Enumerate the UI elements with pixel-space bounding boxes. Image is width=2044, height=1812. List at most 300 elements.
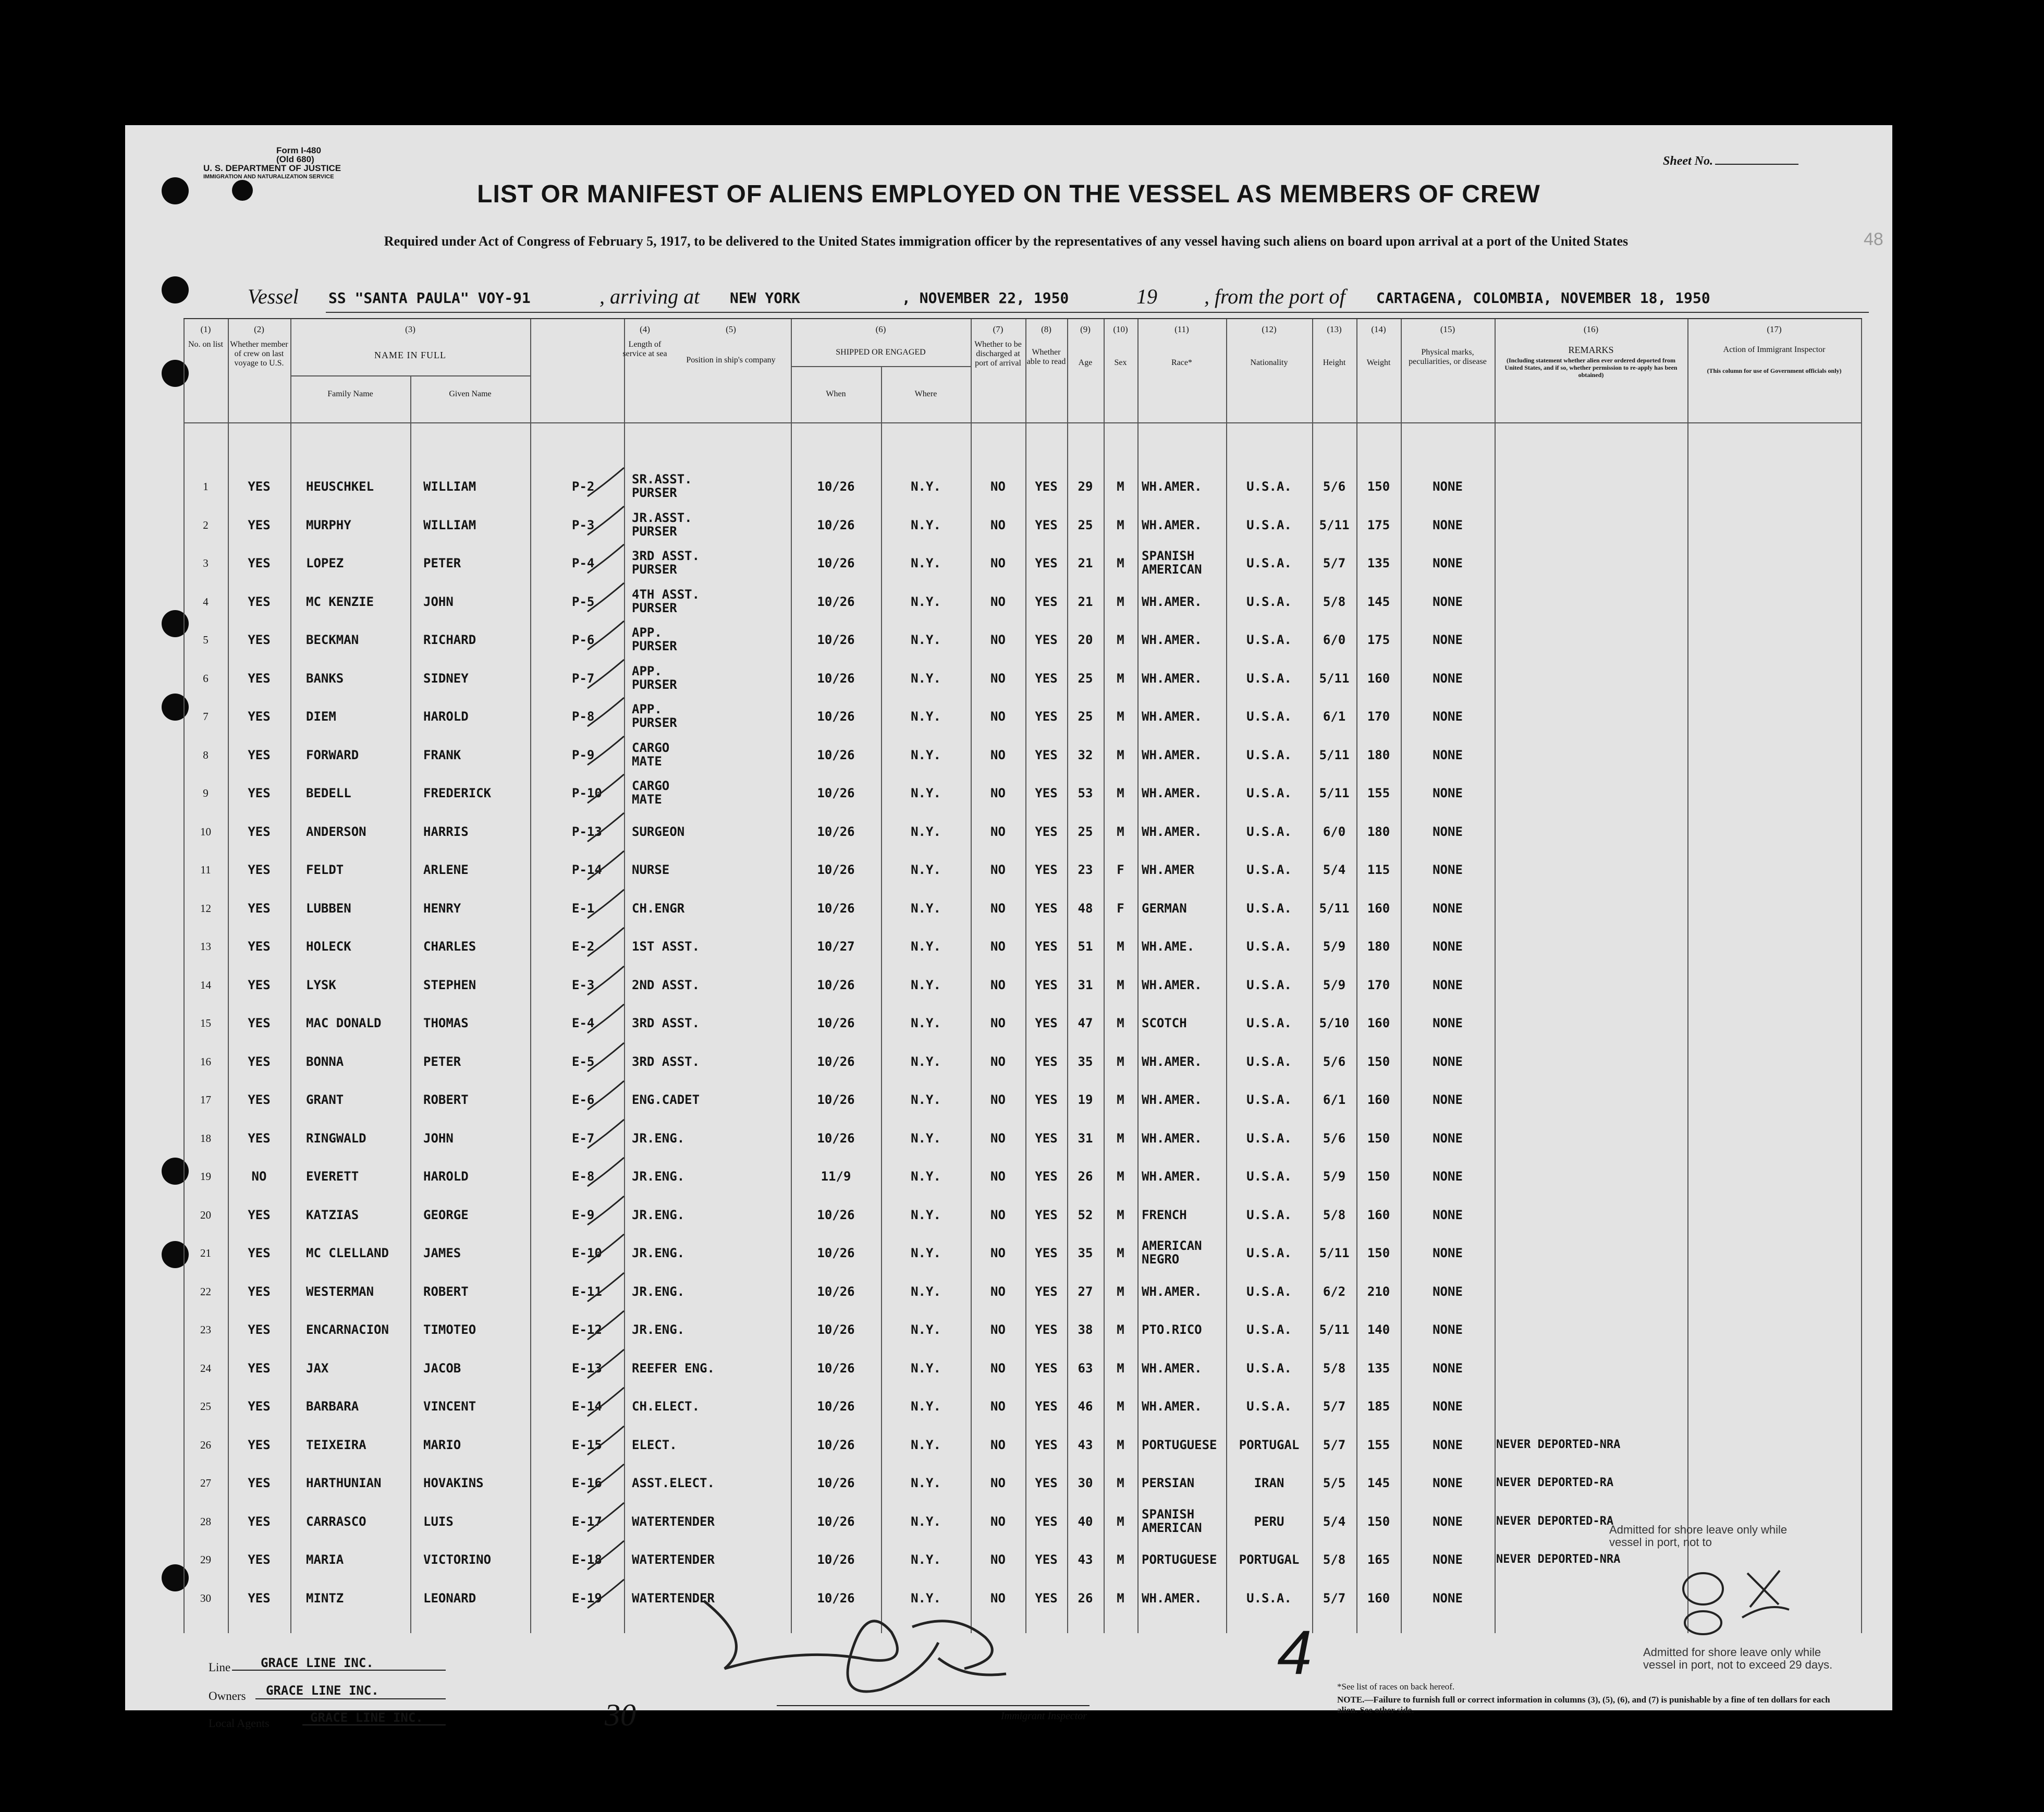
cell-family-name: BEDELL xyxy=(306,786,351,800)
arriving-label: , arriving at xyxy=(599,285,700,308)
cell-crew: YES xyxy=(248,1360,271,1376)
races-note: *See list of races on back hereof. xyxy=(1337,1682,1455,1692)
cell-where: N.Y. xyxy=(911,1552,941,1567)
cell-sex: M xyxy=(1117,747,1124,762)
cell-nationality: U.S.A. xyxy=(1246,901,1292,916)
cell-service: P-10 xyxy=(572,786,602,800)
cell-marks: NONE xyxy=(1433,709,1463,724)
cell-nationality: U.S.A. xyxy=(1246,556,1292,570)
cell-race: WH.AMER. xyxy=(1142,671,1202,686)
row-number: 18 xyxy=(200,1132,211,1145)
cell-family-name: LOPEZ xyxy=(306,556,344,570)
cell-when: 10/26 xyxy=(817,1016,855,1030)
cell-service: E-14 xyxy=(572,1399,602,1414)
cell-service: P-14 xyxy=(572,862,602,877)
cell-crew: YES xyxy=(248,1476,271,1490)
cell-service: P-8 xyxy=(572,709,595,724)
cell-discharged: NO xyxy=(990,824,1006,839)
check-mark-icon xyxy=(585,1002,627,1038)
cell-sex: M xyxy=(1117,1399,1124,1414)
cell-position: ELECT. xyxy=(632,1437,677,1452)
cell-crew: YES xyxy=(248,1016,271,1030)
cell-family-name: RINGWALD xyxy=(306,1130,366,1146)
cell-sex: M xyxy=(1117,1054,1124,1069)
cell-when: 10/26 xyxy=(817,1207,855,1222)
col-num: (6) xyxy=(875,324,886,334)
cell-where: N.Y. xyxy=(911,1092,941,1107)
cell-service: E-7 xyxy=(572,1130,595,1146)
cell-race: AMERICAN xyxy=(1142,1238,1202,1253)
cell-weight: 160 xyxy=(1367,1207,1390,1222)
cell-crew: YES xyxy=(248,633,271,647)
cell-read: YES xyxy=(1035,939,1058,954)
cell-nationality: U.S.A. xyxy=(1246,1054,1292,1069)
cell-weight: 175 xyxy=(1367,633,1390,647)
cell-service: E-3 xyxy=(572,977,595,992)
cell-marks: NONE xyxy=(1433,556,1463,570)
row-number: 3 xyxy=(203,557,209,569)
row-number: 22 xyxy=(200,1285,211,1298)
col-num: (16) xyxy=(1583,324,1599,334)
cell-race: WH.AMER. xyxy=(1142,1169,1202,1184)
cell-age: 63 xyxy=(1078,1360,1093,1376)
cell-age: 35 xyxy=(1078,1246,1093,1260)
header-name-in-full: NAME IN FULL xyxy=(374,350,446,360)
cell-family-name: LUBBEN xyxy=(306,901,351,916)
cell-crew: YES xyxy=(248,594,271,609)
cell-sex: M xyxy=(1117,633,1124,647)
cell-age: 25 xyxy=(1078,709,1093,724)
cell-marks: NONE xyxy=(1433,1514,1463,1529)
cell-sex: M xyxy=(1117,556,1124,570)
cell-age: 26 xyxy=(1078,1590,1093,1606)
manifest-sheet xyxy=(125,125,1892,1732)
cell-marks: NONE xyxy=(1433,1054,1463,1069)
cell-position: 2ND ASST. xyxy=(632,977,700,992)
cell-where: N.Y. xyxy=(911,901,941,916)
cell-height: 5/9 xyxy=(1323,977,1346,992)
cell-weight: 150 xyxy=(1367,479,1390,494)
header-position: Position in ship's company xyxy=(686,356,776,364)
form-info xyxy=(203,146,341,181)
cell-marks: NONE xyxy=(1433,633,1463,647)
cell-read: YES xyxy=(1035,1092,1058,1107)
cell-age: 52 xyxy=(1078,1207,1093,1222)
cell-height: 5/9 xyxy=(1323,1169,1346,1184)
row-number: 16 xyxy=(200,1055,211,1068)
col-num: (7) xyxy=(993,324,1003,334)
cell-race: WH.AMER. xyxy=(1142,1590,1202,1606)
cell-discharged: NO xyxy=(990,939,1006,954)
row-number: 14 xyxy=(200,978,211,991)
check-mark-icon xyxy=(585,1347,627,1383)
cell-nationality: U.S.A. xyxy=(1246,824,1292,839)
cell-sex: M xyxy=(1117,709,1124,724)
cell-when: 10/26 xyxy=(817,1476,855,1490)
cell-service: E-11 xyxy=(572,1284,602,1299)
cell-crew: YES xyxy=(248,671,271,686)
cell-discharged: NO xyxy=(990,862,1006,877)
cell-sex: M xyxy=(1117,824,1124,839)
cell-height: 5/11 xyxy=(1319,517,1350,532)
cell-position: ENG.CADET xyxy=(632,1092,700,1107)
cell-discharged: NO xyxy=(990,709,1006,724)
cell-race: SPANISH xyxy=(1142,1506,1195,1522)
cell-height: 5/8 xyxy=(1323,594,1346,609)
cell-marks: NONE xyxy=(1433,901,1463,916)
cell-service: P-13 xyxy=(572,824,602,839)
cell-marks: NONE xyxy=(1433,1590,1463,1606)
cell-discharged: NO xyxy=(990,1552,1006,1567)
cell-given-name: HAROLD xyxy=(423,709,469,724)
cell-position: JR.ENG. xyxy=(632,1284,685,1299)
row-number: 12 xyxy=(200,902,211,915)
cell-position: CH.ELECT. xyxy=(632,1399,700,1414)
cell-weight: 160 xyxy=(1367,1016,1390,1030)
cell-read: YES xyxy=(1035,1207,1058,1222)
cell-where: N.Y. xyxy=(911,633,941,647)
cell-weight: 165 xyxy=(1367,1552,1390,1567)
cell-weight: 150 xyxy=(1367,1514,1390,1529)
col-num: (13) xyxy=(1327,324,1342,334)
cell-when: 10/26 xyxy=(817,1130,855,1146)
cell-where: N.Y. xyxy=(911,1246,941,1260)
cell-given-name: JOHN xyxy=(423,1130,454,1146)
cell-remarks: NEVER DEPORTED-RA xyxy=(1496,1514,1614,1528)
cell-age: 25 xyxy=(1078,671,1093,686)
cell-height: 5/7 xyxy=(1323,1590,1346,1606)
cell-position: WATERTENDER xyxy=(632,1552,715,1567)
cell-age: 29 xyxy=(1078,479,1093,494)
cell-nationality: U.S.A. xyxy=(1246,1360,1292,1376)
cell-position: WATERTENDER xyxy=(632,1590,715,1606)
cell-discharged: NO xyxy=(990,1130,1006,1146)
cell-given-name: TIMOTEO xyxy=(423,1322,476,1337)
header-discharged: Whether to be discharged at port of arrival xyxy=(974,340,1022,368)
cell-given-name: LEONARD xyxy=(423,1590,476,1606)
check-mark-icon xyxy=(585,1040,627,1077)
cell-age: 26 xyxy=(1078,1169,1093,1184)
row-number: 20 xyxy=(200,1208,211,1221)
cell-sex: M xyxy=(1117,1092,1124,1107)
cell-discharged: NO xyxy=(990,977,1006,992)
inspector-label: Immigrant Inspector xyxy=(1001,1710,1087,1722)
cell-when: 10/26 xyxy=(817,977,855,992)
cell-nationality: U.S.A. xyxy=(1246,671,1292,686)
cell-height: 5/6 xyxy=(1323,1054,1346,1069)
cell-discharged: NO xyxy=(990,1399,1006,1414)
row-number: 17 xyxy=(200,1093,211,1106)
cell-weight: 145 xyxy=(1367,594,1390,609)
cell-position: JR.ENG. xyxy=(632,1207,685,1222)
cell-weight: 160 xyxy=(1367,901,1390,916)
cell-crew: YES xyxy=(248,1207,271,1222)
cell-service: P-4 xyxy=(572,556,595,570)
cell-given-name: JACOB xyxy=(423,1360,461,1376)
cell-family-name: DIEM xyxy=(306,709,336,724)
cell-nationality: PORTUGAL xyxy=(1239,1437,1300,1452)
cell-where: N.Y. xyxy=(911,1207,941,1222)
cell-read: YES xyxy=(1035,1322,1058,1337)
cell-crew: YES xyxy=(248,1284,271,1299)
cell-marks: NONE xyxy=(1433,1092,1463,1107)
cell-race-line2: AMERICAN xyxy=(1142,562,1202,577)
cell-sex: M xyxy=(1117,479,1124,494)
cell-marks: NONE xyxy=(1433,862,1463,877)
cell-read: YES xyxy=(1035,671,1058,686)
cell-discharged: NO xyxy=(990,633,1006,647)
col-num: (3) xyxy=(405,324,415,334)
cell-remarks: NEVER DEPORTED-RA xyxy=(1496,1476,1614,1489)
cell-read: YES xyxy=(1035,1437,1058,1452)
handwritten-count: 30 xyxy=(605,1698,636,1732)
cell-marks: NONE xyxy=(1433,1246,1463,1260)
cell-height: 5/7 xyxy=(1323,556,1346,570)
cell-nationality: U.S.A. xyxy=(1246,1092,1292,1107)
check-mark-icon xyxy=(585,1577,627,1613)
cell-read: YES xyxy=(1035,1169,1058,1184)
header-race: Race* xyxy=(1171,358,1192,367)
cell-read: YES xyxy=(1035,786,1058,800)
cell-family-name: KATZIAS xyxy=(306,1207,359,1222)
cell-service: E-19 xyxy=(572,1590,602,1606)
cell-age: 46 xyxy=(1078,1399,1093,1414)
cell-height: 5/8 xyxy=(1323,1360,1346,1376)
check-mark-icon xyxy=(585,772,627,808)
cell-given-name: RICHARD xyxy=(423,633,476,647)
cell-crew: YES xyxy=(248,517,271,532)
cell-crew: YES xyxy=(248,1514,271,1529)
col-num: (4) xyxy=(640,324,650,334)
cell-family-name: EVERETT xyxy=(306,1169,359,1184)
cell-when: 10/26 xyxy=(817,671,855,686)
cell-nationality: PORTUGAL xyxy=(1239,1552,1300,1567)
cell-race-line2: AMERICAN xyxy=(1142,1520,1202,1535)
line-value: GRACE LINE INC. xyxy=(261,1656,374,1670)
cell-service: E-12 xyxy=(572,1322,602,1337)
cell-weight: 170 xyxy=(1367,709,1390,724)
cell-where: N.Y. xyxy=(911,786,941,800)
penalty-note: NOTE.—Failure to furnish full or correct information in columns (3), (5), (6), and (7) is punishable by a fine of ten dollars for each alien. See other side. xyxy=(1337,1695,1830,1715)
cell-crew: YES xyxy=(248,1590,271,1606)
check-mark-icon xyxy=(585,1308,627,1345)
cell-marks: NONE xyxy=(1433,1207,1463,1222)
check-mark-icon xyxy=(585,695,627,732)
row-number: 26 xyxy=(200,1438,211,1451)
cell-weight: 150 xyxy=(1367,1246,1390,1260)
cell-position-line2: PURSER xyxy=(632,715,677,730)
cell-when: 10/26 xyxy=(817,1590,855,1606)
check-mark-icon xyxy=(585,465,627,502)
cell-discharged: NO xyxy=(990,1207,1006,1222)
cell-age: 31 xyxy=(1078,977,1093,992)
cell-given-name: JOHN xyxy=(423,594,454,609)
cell-age: 43 xyxy=(1078,1437,1093,1452)
cell-crew: YES xyxy=(248,786,271,800)
cell-sex: M xyxy=(1117,1130,1124,1146)
header-crew-last-voyage: Whether member of crew on last voyage to U.S. xyxy=(230,340,288,368)
arrival-date: , NOVEMBER 22, 1950 xyxy=(902,289,1069,307)
cell-marks: NONE xyxy=(1433,1322,1463,1337)
cell-sex: M xyxy=(1117,1514,1124,1529)
cell-crew: YES xyxy=(248,479,271,494)
cell-nationality: U.S.A. xyxy=(1246,1590,1292,1606)
cell-family-name: MC KENZIE xyxy=(306,594,374,609)
cell-race: WH.AME. xyxy=(1142,939,1195,954)
cell-crew: YES xyxy=(248,1130,271,1146)
cell-nationality: U.S.A. xyxy=(1246,517,1292,532)
cell-position-line2: MATE xyxy=(632,792,662,807)
cell-read: YES xyxy=(1035,1476,1058,1490)
department: U. S. DEPARTMENT OF JUSTICE xyxy=(203,163,341,173)
cell-nationality: U.S.A. xyxy=(1246,633,1292,647)
cell-discharged: NO xyxy=(990,556,1006,570)
cell-given-name: STEPHEN xyxy=(423,977,476,992)
cell-discharged: NO xyxy=(990,901,1006,916)
cell-race: WH.AMER xyxy=(1142,862,1195,877)
cell-where: N.Y. xyxy=(911,1399,941,1414)
col-num: (5) xyxy=(726,324,736,334)
row-number: 9 xyxy=(203,787,209,799)
cell-remarks: NEVER DEPORTED-NRA xyxy=(1496,1553,1621,1566)
from-label: , from the port of xyxy=(1204,285,1345,308)
cell-age: 47 xyxy=(1078,1016,1093,1030)
cell-given-name: WILLIAM xyxy=(423,517,476,532)
cell-nationality: U.S.A. xyxy=(1246,1130,1292,1146)
cell-sex: M xyxy=(1117,1284,1124,1299)
check-mark-icon xyxy=(585,1078,627,1115)
cell-service: P-7 xyxy=(572,671,595,686)
cell-race: SPANISH xyxy=(1142,549,1195,563)
cell-crew: YES xyxy=(248,1092,271,1107)
cell-race: WH.AMER. xyxy=(1142,747,1202,762)
check-mark-icon xyxy=(585,580,627,617)
cell-where: N.Y. xyxy=(911,594,941,609)
col-num: (2) xyxy=(254,324,264,334)
cell-marks: NONE xyxy=(1433,479,1463,494)
cell-when: 10/26 xyxy=(817,594,855,609)
header-given-name: Given Name xyxy=(449,390,492,398)
cell-weight: 150 xyxy=(1367,1130,1390,1146)
cell-family-name: GRANT xyxy=(306,1092,344,1107)
cell-given-name: HARRIS xyxy=(423,824,469,839)
cell-family-name: MARIA xyxy=(306,1552,344,1567)
cell-service: E-10 xyxy=(572,1246,602,1260)
cell-when: 10/26 xyxy=(817,1437,855,1452)
cell-discharged: NO xyxy=(990,671,1006,686)
cell-nationality: U.S.A. xyxy=(1246,747,1292,762)
cell-sex: M xyxy=(1117,1016,1124,1030)
cell-weight: 155 xyxy=(1367,1437,1390,1452)
cell-service: E-1 xyxy=(572,901,595,916)
cell-family-name: CARRASCO xyxy=(306,1514,366,1529)
col-num: (11) xyxy=(1174,324,1189,334)
cell-crew: YES xyxy=(248,977,271,992)
cell-age: 48 xyxy=(1078,901,1093,916)
cell-service: E-9 xyxy=(572,1207,595,1222)
cell-where: N.Y. xyxy=(911,977,941,992)
cell-given-name: HOVAKINS xyxy=(423,1476,484,1490)
cell-where: N.Y. xyxy=(911,1476,941,1490)
cell-where: N.Y. xyxy=(911,1360,941,1376)
header-family-name: Family Name xyxy=(327,390,373,398)
cell-read: YES xyxy=(1035,901,1058,916)
cell-height: 5/8 xyxy=(1323,1207,1346,1222)
cell-read: YES xyxy=(1035,1590,1058,1606)
cell-marks: NONE xyxy=(1433,977,1463,992)
cell-where: N.Y. xyxy=(911,556,941,570)
cell-given-name: JAMES xyxy=(423,1246,461,1260)
cell-age: 40 xyxy=(1078,1514,1093,1529)
cell-service: P-9 xyxy=(572,747,595,762)
cell-read: YES xyxy=(1035,517,1058,532)
check-mark-icon xyxy=(585,1424,627,1460)
admitted-stamp: Admitted for shore leave only while vessel in port, not to xyxy=(1609,1523,1788,1549)
cell-given-name: HENRY xyxy=(423,901,461,916)
cell-height: 5/11 xyxy=(1319,671,1350,686)
cell-position: JR.ENG. xyxy=(632,1246,685,1260)
cell-nationality: U.S.A. xyxy=(1246,1284,1292,1299)
cell-read: YES xyxy=(1035,977,1058,992)
cell-sex: M xyxy=(1117,1246,1124,1260)
cell-position-line2: PURSER xyxy=(632,639,677,653)
cell-service: E-13 xyxy=(572,1360,602,1376)
cell-position: APP. xyxy=(632,625,662,640)
cell-position: APP. xyxy=(632,663,662,678)
cell-when: 10/26 xyxy=(817,1322,855,1337)
cell-marks: NONE xyxy=(1433,1284,1463,1299)
cell-weight: 135 xyxy=(1367,1360,1390,1376)
cell-marks: NONE xyxy=(1433,594,1463,609)
cell-read: YES xyxy=(1035,594,1058,609)
cell-race: WH.AMER. xyxy=(1142,1399,1202,1414)
arriving-port: NEW YORK xyxy=(730,289,800,307)
cell-given-name: MARIO xyxy=(423,1437,461,1452)
cell-crew: YES xyxy=(248,901,271,916)
cell-race: WH.AMER. xyxy=(1142,594,1202,609)
check-mark-icon xyxy=(585,657,627,694)
cell-nationality: PERU xyxy=(1254,1514,1284,1529)
cell-height: 5/4 xyxy=(1323,1514,1346,1529)
cell-discharged: NO xyxy=(990,1016,1006,1030)
cell-when: 10/26 xyxy=(817,1399,855,1414)
sheet-number xyxy=(1663,154,1798,168)
cell-height: 5/5 xyxy=(1323,1476,1346,1490)
cell-sex: M xyxy=(1117,1552,1124,1567)
header-sex: Sex xyxy=(1114,358,1127,367)
cell-crew: YES xyxy=(248,1552,271,1567)
cell-discharged: NO xyxy=(990,1054,1006,1069)
cell-family-name: JAX xyxy=(306,1360,329,1376)
cell-position: SURGEON xyxy=(632,824,685,839)
cell-given-name: GEORGE xyxy=(423,1207,469,1222)
cell-age: 19 xyxy=(1078,1092,1093,1107)
cell-sex: M xyxy=(1117,1207,1124,1222)
cell-read: YES xyxy=(1035,1246,1058,1260)
cell-sex: M xyxy=(1117,594,1124,609)
cell-weight: 160 xyxy=(1367,1590,1390,1606)
cell-where: N.Y. xyxy=(911,1437,941,1452)
inspector-signature xyxy=(693,1580,1110,1710)
cell-weight: 160 xyxy=(1367,671,1390,686)
cell-when: 10/26 xyxy=(817,517,855,532)
cell-family-name: BONNA xyxy=(306,1054,344,1069)
cell-marks: NONE xyxy=(1433,824,1463,839)
cell-service: P-5 xyxy=(572,594,595,609)
cell-where: N.Y. xyxy=(911,1284,941,1299)
form-old-number: (Old 680) xyxy=(276,154,314,164)
cell-race: PORTUGUESE xyxy=(1142,1552,1217,1567)
